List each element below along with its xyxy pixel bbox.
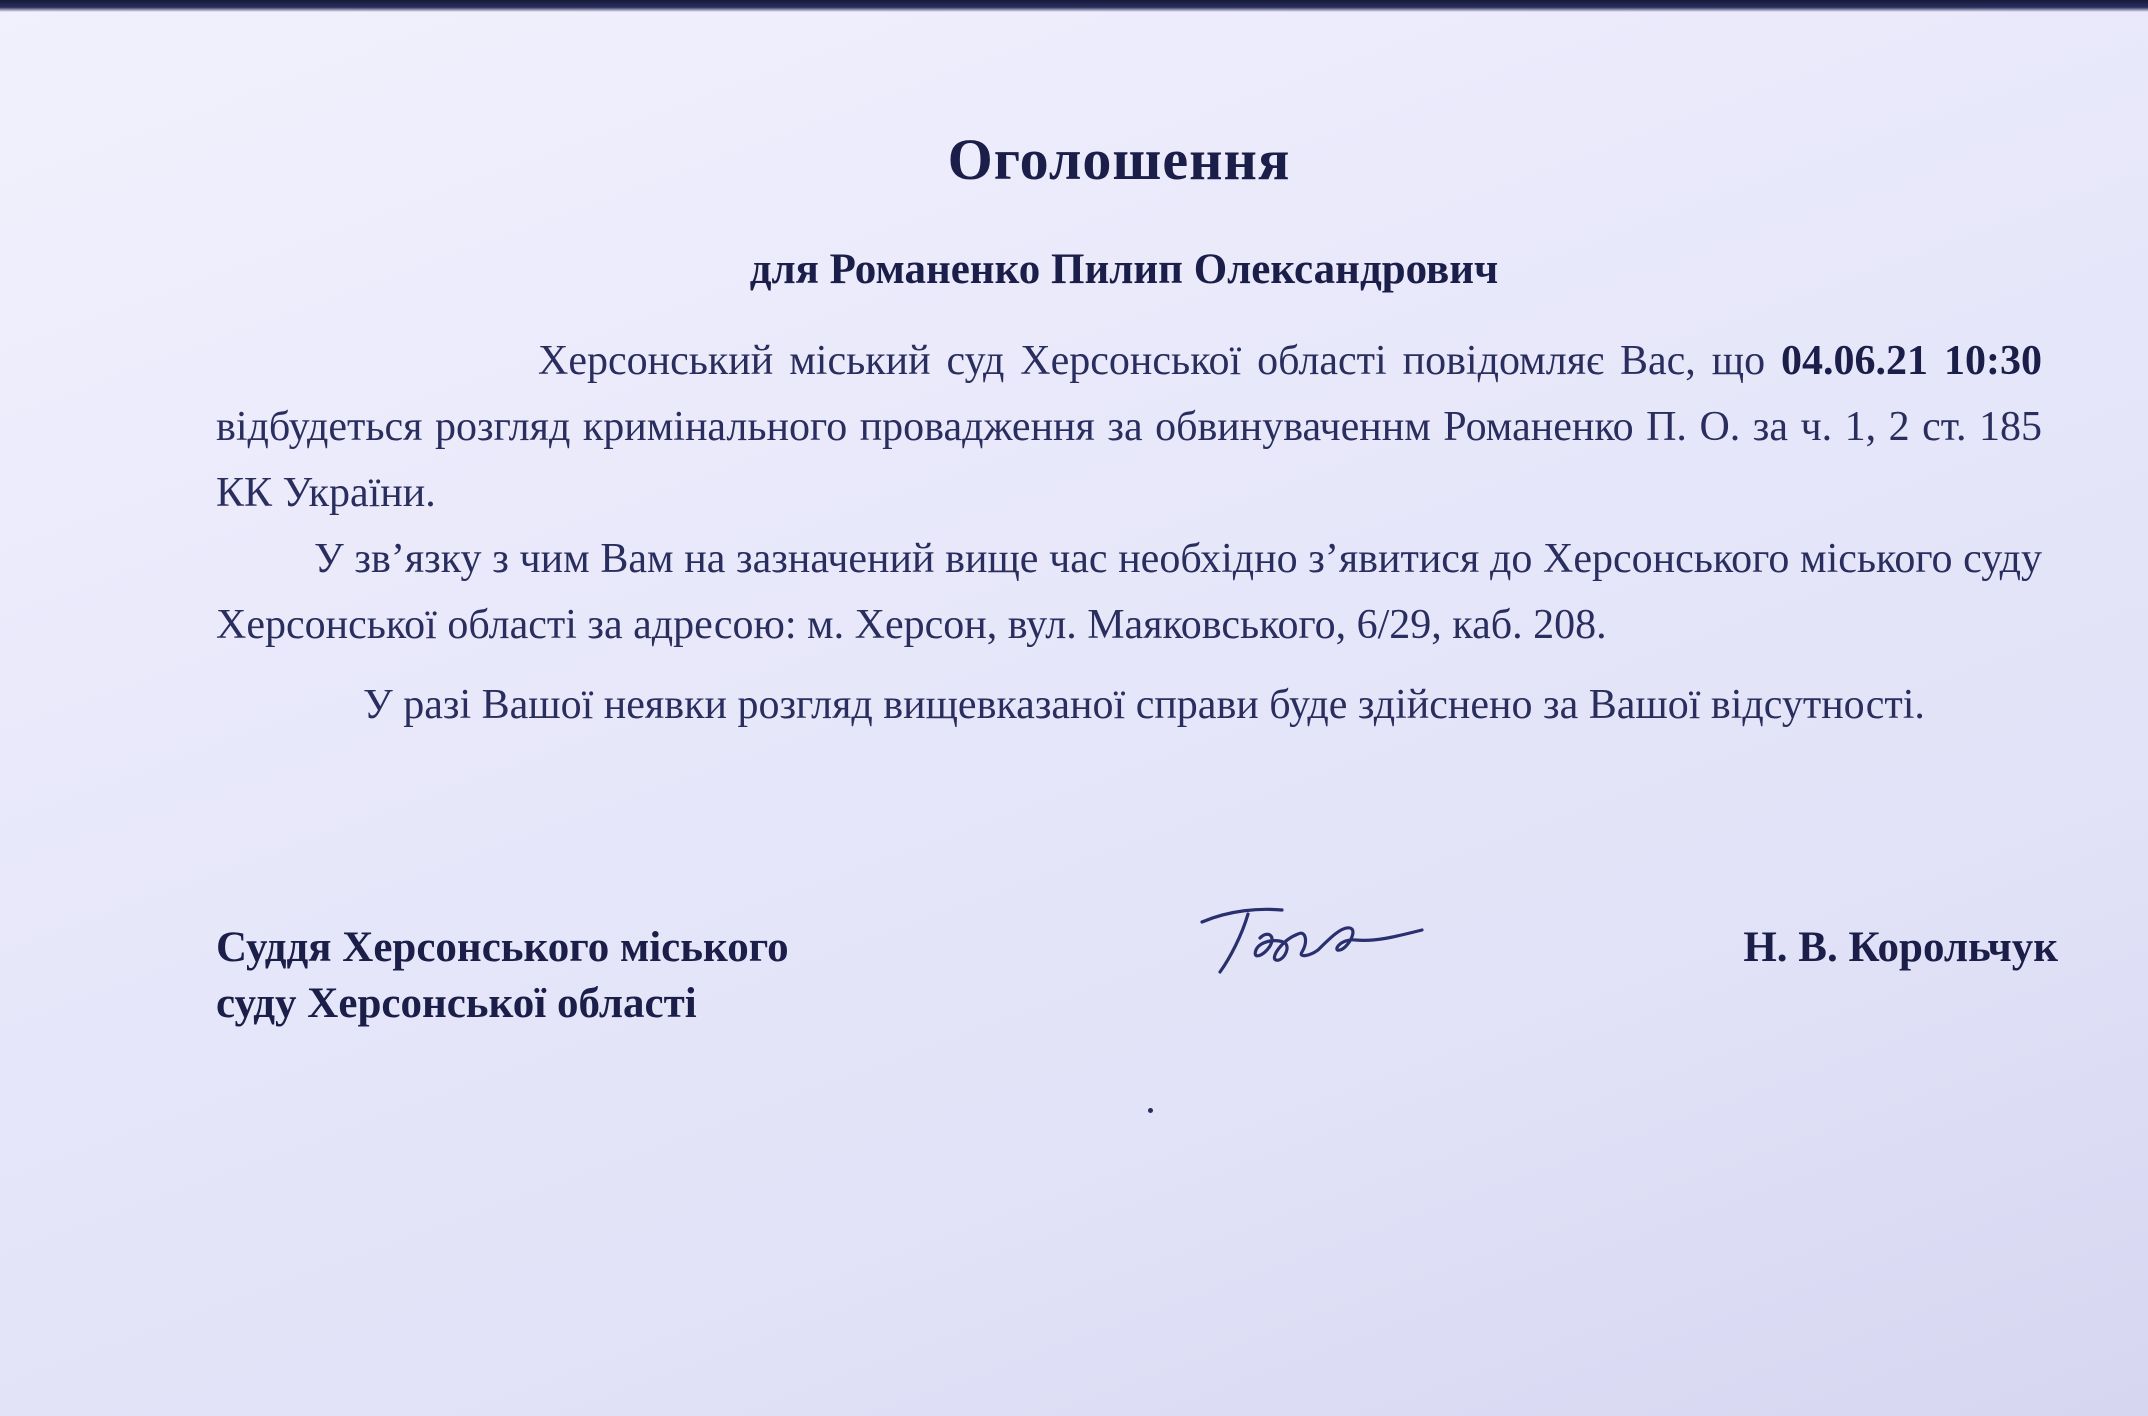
judge-name: Н. В. Корольчук [1743,924,2058,971]
paragraph-appearance: У зв’язку з чим Вам на зазначений вище час необхідно з’явитися до Херсонського міського суду Херсонської області за адресою: м. Херсон, вул. Маяковського, 6/29, каб. 208. [216,536,2042,648]
addressee-line: для Романенко Пилип Олександрович [749,246,1499,293]
document-body [216,328,2042,738]
document-title: Оголошення [947,127,1291,192]
paragraph-hearing-lead: Херсонський міський суд Херсонської області повідомляє Вас, що [538,338,1766,384]
paragraph-hearing-notice [216,328,2042,526]
hearing-datetime: 04.06.21 10:30 [1781,338,2042,384]
ink-dot [1148,1108,1153,1113]
paragraph-absence: У разі Вашої неявки розгляд вищевказаної справи буде здійснено за Вашої відсутності. [363,682,1925,728]
judge-title-line-2: суду Херсонської області [216,980,697,1027]
signature-image [1190,880,1430,990]
judge-title-line-1: Суддя Херсонського міського [216,924,789,971]
paper-top-edge [0,0,2148,12]
paragraph-hearing-rest: відбудеться розгляд кримінального провадження за обвинуваченнм Романенко П. О. за ч. 1, 2 ст. 185 КК України. [216,404,2042,516]
judge-title [216,920,789,1032]
